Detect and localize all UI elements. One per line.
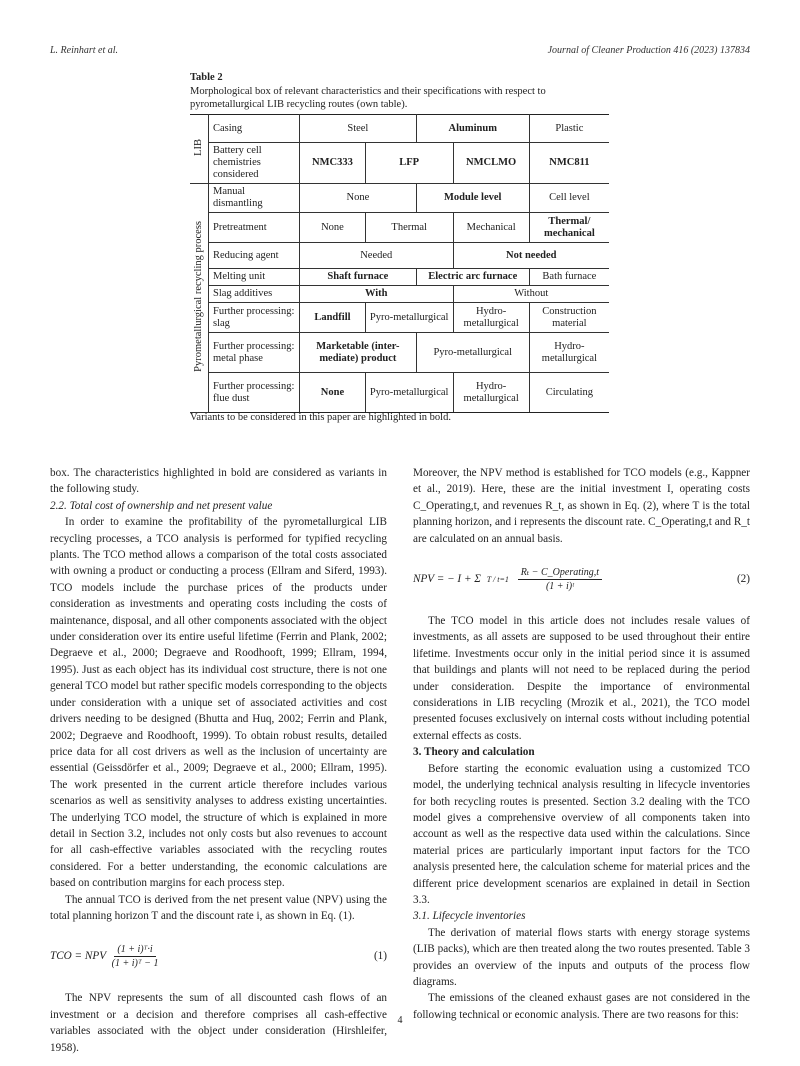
- table-cell: NMC333: [300, 143, 366, 184]
- table-cell: Plastic: [529, 115, 609, 143]
- page-number: 4: [397, 1015, 403, 1026]
- paragraph: The NPV represents the sum of all discounted cash flows of an investment or a decision and therefore comprises all cash-effective variables associated with the object under consideration (Hirshleifer, 1958).: [50, 992, 387, 1054]
- table-cell: Pyro-metallurgical: [365, 303, 453, 333]
- table-cell: Thermal/ mechanical: [529, 213, 609, 243]
- group-lib: LIB: [190, 115, 209, 184]
- row-label: Slag additives: [209, 286, 300, 303]
- row-label: Pretreatment: [209, 213, 300, 243]
- table-cell: With: [300, 286, 454, 303]
- table-caption: [190, 71, 615, 112]
- table-cell: None: [300, 184, 417, 213]
- table-cell: Marketable (inter-mediate) product: [300, 333, 417, 373]
- row-label: Reducing agent: [209, 243, 300, 269]
- morphological-box-table: [190, 114, 609, 413]
- table-cell: Hydro-metallurgical: [529, 333, 609, 373]
- equation-number: (1): [373, 950, 387, 963]
- table-caption-text: Morphological box of relevant characteristics and their specifications with respect to pyrometallurgical LIB recycling routes (own table).: [190, 85, 546, 110]
- table-cell: Pyro-metallurgical: [416, 333, 529, 373]
- paragraph: box. The characteristics highlighted in bold are considered as variants in the following study.: [50, 467, 387, 496]
- row-label: Further processing: flue dust: [209, 373, 300, 413]
- table-cell: NMC811: [529, 143, 609, 184]
- table-cell: LFP: [365, 143, 453, 184]
- table-footnote: Variants to be considered in this paper are highlighted in bold.: [190, 412, 451, 423]
- table-cell: Bath furnace: [529, 269, 609, 286]
- section-heading-3-1: 3.1. Lifecycle inventories: [413, 910, 526, 923]
- table-cell: Without: [453, 286, 609, 303]
- group-pyro: Pyrometallurgical recycling process: [190, 184, 209, 413]
- table-cell: Aluminum: [416, 115, 529, 143]
- row-label: Further processing: slag: [209, 303, 300, 333]
- table-cell: None: [300, 373, 366, 413]
- table-cell: Shaft furnace: [300, 269, 417, 286]
- row-label: Further processing: metal phase: [209, 333, 300, 373]
- table-cell: Circulating: [529, 373, 609, 413]
- section-heading-2-2: 2.2. Total cost of ownership and net present value: [50, 499, 273, 512]
- equation-fraction: $\frac{\text{(1 + i)ᵀ·i}}{\text{(1 + i)ᵀ − 1}}$: [111, 943, 159, 969]
- paragraph: Before starting the economic evaluation using a customized TCO model, the underlying technical analysis resulting in lifecycle inventories for both recycling routes is presented. Section 3.2 dealing with the TCO model gives a comprehensive overview of all components taken into account as well as the respective data used within the calculations. Since material prices are particularly important input factors for the TCO analysis presented here, the calculation scheme for material prices and the different price development scenarios are explained in detail in Section 3.3.: [413, 762, 750, 906]
- table-cell: Needed: [300, 243, 454, 269]
- equation-1: [50, 936, 387, 976]
- table-cell: Thermal: [365, 213, 453, 243]
- table-cell: Hydro-metallurgical: [453, 373, 529, 413]
- summation-limits: T / t=1: [486, 574, 509, 584]
- equation-2: [413, 559, 750, 599]
- equation-lhs: NPV = − I + Σ: [413, 572, 481, 585]
- row-label: Melting unit: [209, 269, 300, 286]
- row-label: Battery cell chemistries considered: [209, 143, 300, 184]
- paragraph: The annual TCO is derived from the net present value (NPV) using the total planning horizon T and the discount rate i, as shown in Eq. (1).: [50, 893, 387, 922]
- table-cell: None: [300, 213, 366, 243]
- journal-reference: Journal of Cleaner Production 416 (2023) 137834: [547, 45, 750, 56]
- paragraph: The TCO model in this article does not includes resale values of investments, as all assets are supposed to be used throughout their entire lifetime. Investments occur only in the initial period since it is assumed that buildings and plants will not need to be replaced during the period under consideration. Despite the importance of environmental considerations in LIB recycling (Mrozik et al., 2021), the TCO model presented focuses exclusively on internal costs without including potential external effects as costs.: [413, 615, 750, 742]
- row-label: Casing: [209, 115, 300, 143]
- paragraph: In order to examine the profitability of the pyrometallurgical LIB recycling processes, a TCO analysis is performed for typified recycling plants. The TCO method allows a comparison of the total costs associated with owning a product or conducting a process (Ellram and Siferd, 1993). TCO models include the purchase prices of the products under consideration as investments and operating costs including the costs of maintenance, disposal, and all other components associated with the object under consideration over its entire useful lifetime (Ferrin and Plank, 2002; Degraeve et al., 2000; Degraeve and Roodhooft, 1999; Ellram, 1994, 1995). Just as each object has its individual cost structure, there is not one general TCO model but rather specific models corresponding to the objects under consideration with a unique set of associated activities and cost drivers needing to be designed (Bhutta and Huq, 2002; Ferrin and Plank, 2002; Degraeve and Roodhooft, 1999). To obtain robust results, detailed price data for all cost drivers as well as the inclusion of uncertainty are essential (Geissdörfer et al., 2009; Degraeve et al., 2000; Ellram, 1995). The work presented in the current article therefore includes various scenarios as well as sensitivity analyses to address existing uncertainties. The underlying TCO model, the structure of which is explained in more detail in Section 3.2, includes not only costs but also revenues to account for all cash-effective variables associated with the recycling routes considered. For a better understanding, the economic calculations are based on contribution margins for each process step.: [50, 516, 387, 890]
- table-label: Table 2: [190, 72, 223, 83]
- table-cell: Module level: [416, 184, 529, 213]
- equation-fraction: $\frac{\text{Rₜ − C\_Operating,t}}{\text{(1 + i)ᵗ}}$: [518, 566, 602, 593]
- table-cell: Electric arc furnace: [416, 269, 529, 286]
- table-cell: Cell level: [529, 184, 609, 213]
- equation-lhs: TCO = NPV: [50, 949, 106, 962]
- table-cell: Construction material: [529, 303, 609, 333]
- paragraph: The emissions of the cleaned exhaust gases are not considered in the following technical or economic analysis. There are two reasons for this:: [413, 992, 750, 1021]
- right-column: [413, 465, 750, 1023]
- table-cell: Landfill: [300, 303, 366, 333]
- paragraph: The derivation of material flows starts with energy storage systems (LIB packs), which are then treated along the two routes presented. Table 3 provides an overview of the inputs and outputs of the process flow diagrams.: [413, 926, 750, 988]
- table-cell: NMCLMO: [453, 143, 529, 184]
- paragraph: Moreover, the NPV method is established for TCO models (e.g., Kappner et al., 2019). Here, these are the initial investment I, operating costs C_Operating,t, and revenues R_t, as shown in Eq. (2), where T is the total planning horizon, and i represents the discount rate. C_Operating,t and R_t are calculated on an annual basis.: [413, 467, 750, 545]
- table-cell: Not needed: [453, 243, 609, 269]
- table-cell: Pyro-metallurgical: [365, 373, 453, 413]
- row-label: Manual dismantling: [209, 184, 300, 213]
- table-cell: Hydro-metallurgical: [453, 303, 529, 333]
- table-cell: Steel: [300, 115, 417, 143]
- left-column: [50, 465, 387, 1056]
- table-cell: Mechanical: [453, 213, 529, 243]
- running-author: L. Reinhart et al.: [50, 45, 119, 56]
- equation-number: (2): [736, 572, 750, 585]
- section-heading-3: 3. Theory and calculation: [413, 746, 535, 759]
